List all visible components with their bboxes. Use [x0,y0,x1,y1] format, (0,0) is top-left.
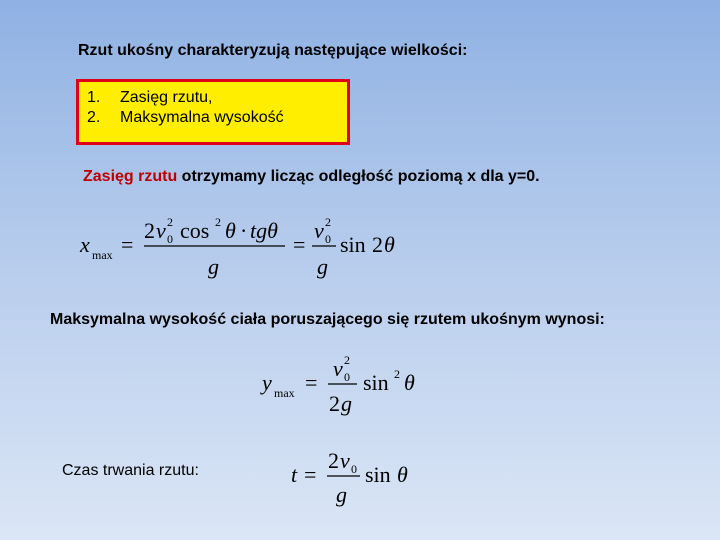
svg-text:2: 2 [394,367,400,381]
svg-text:0: 0 [344,370,350,384]
svg-text:tgθ: tgθ [250,218,278,243]
svg-text:2: 2 [144,218,155,243]
list-number: 2. [87,109,101,126]
list-item [87,108,347,128]
range-formula [80,212,410,284]
svg-text:g: g [208,254,219,279]
svg-text:g: g [341,391,352,416]
range-highlight: Zasięg rzutu [83,168,178,185]
svg-text:v: v [340,448,350,473]
heading: Rzut ukośny charakteryzują następujące wielkości: [78,42,468,59]
svg-text:sin: sin [340,232,366,257]
svg-text:g: g [336,482,347,507]
list-number: 1. [87,89,101,106]
svg-text:cos: cos [180,218,210,243]
svg-text:t: t [291,462,298,487]
svg-text:=: = [305,370,318,395]
svg-text:0: 0 [167,232,173,246]
time-label: Czas trwania rzutu: [62,462,199,479]
svg-text:0: 0 [325,232,331,246]
svg-text:max: max [274,386,295,400]
svg-text:2: 2 [167,215,173,229]
svg-text:0: 0 [351,462,357,476]
max-height-sentence: Maksymalna wysokość ciała poruszającego się rzutem ukośnym wynosi: [50,311,605,328]
list-text: Zasięg rzutu, [120,89,213,106]
svg-text:x: x [80,232,90,257]
range-sentence [83,168,540,186]
svg-text:=: = [304,462,317,487]
svg-text:θ: θ [384,232,395,257]
svg-text:2: 2 [328,448,339,473]
flight-time-formula [291,446,421,510]
svg-text:v: v [333,356,343,381]
svg-text:g: g [317,254,328,279]
svg-text:2: 2 [325,215,331,229]
svg-text:2: 2 [215,215,221,229]
svg-text:sin: sin [365,462,391,487]
list-text: Maksymalna wysokość [120,109,284,126]
svg-text:max: max [92,248,113,262]
svg-text:sin: sin [363,370,389,395]
svg-text:θ: θ [225,218,236,243]
range-rest: otrzymamy licząc odległość poziomą x dla y=0. [177,168,540,185]
svg-text:=: = [293,232,306,257]
svg-text:y: y [262,370,272,395]
svg-text:·: · [240,218,248,243]
svg-text:θ: θ [404,370,415,395]
svg-text:2: 2 [329,391,340,416]
svg-text:2: 2 [344,353,350,367]
svg-text:2: 2 [372,232,383,257]
quantities-list-box [76,79,350,145]
svg-text:θ: θ [397,462,408,487]
svg-text:=: = [121,232,134,257]
list-item [87,88,347,108]
max-height-formula [262,352,432,418]
svg-text:v: v [314,218,324,243]
svg-text:v: v [156,218,166,243]
